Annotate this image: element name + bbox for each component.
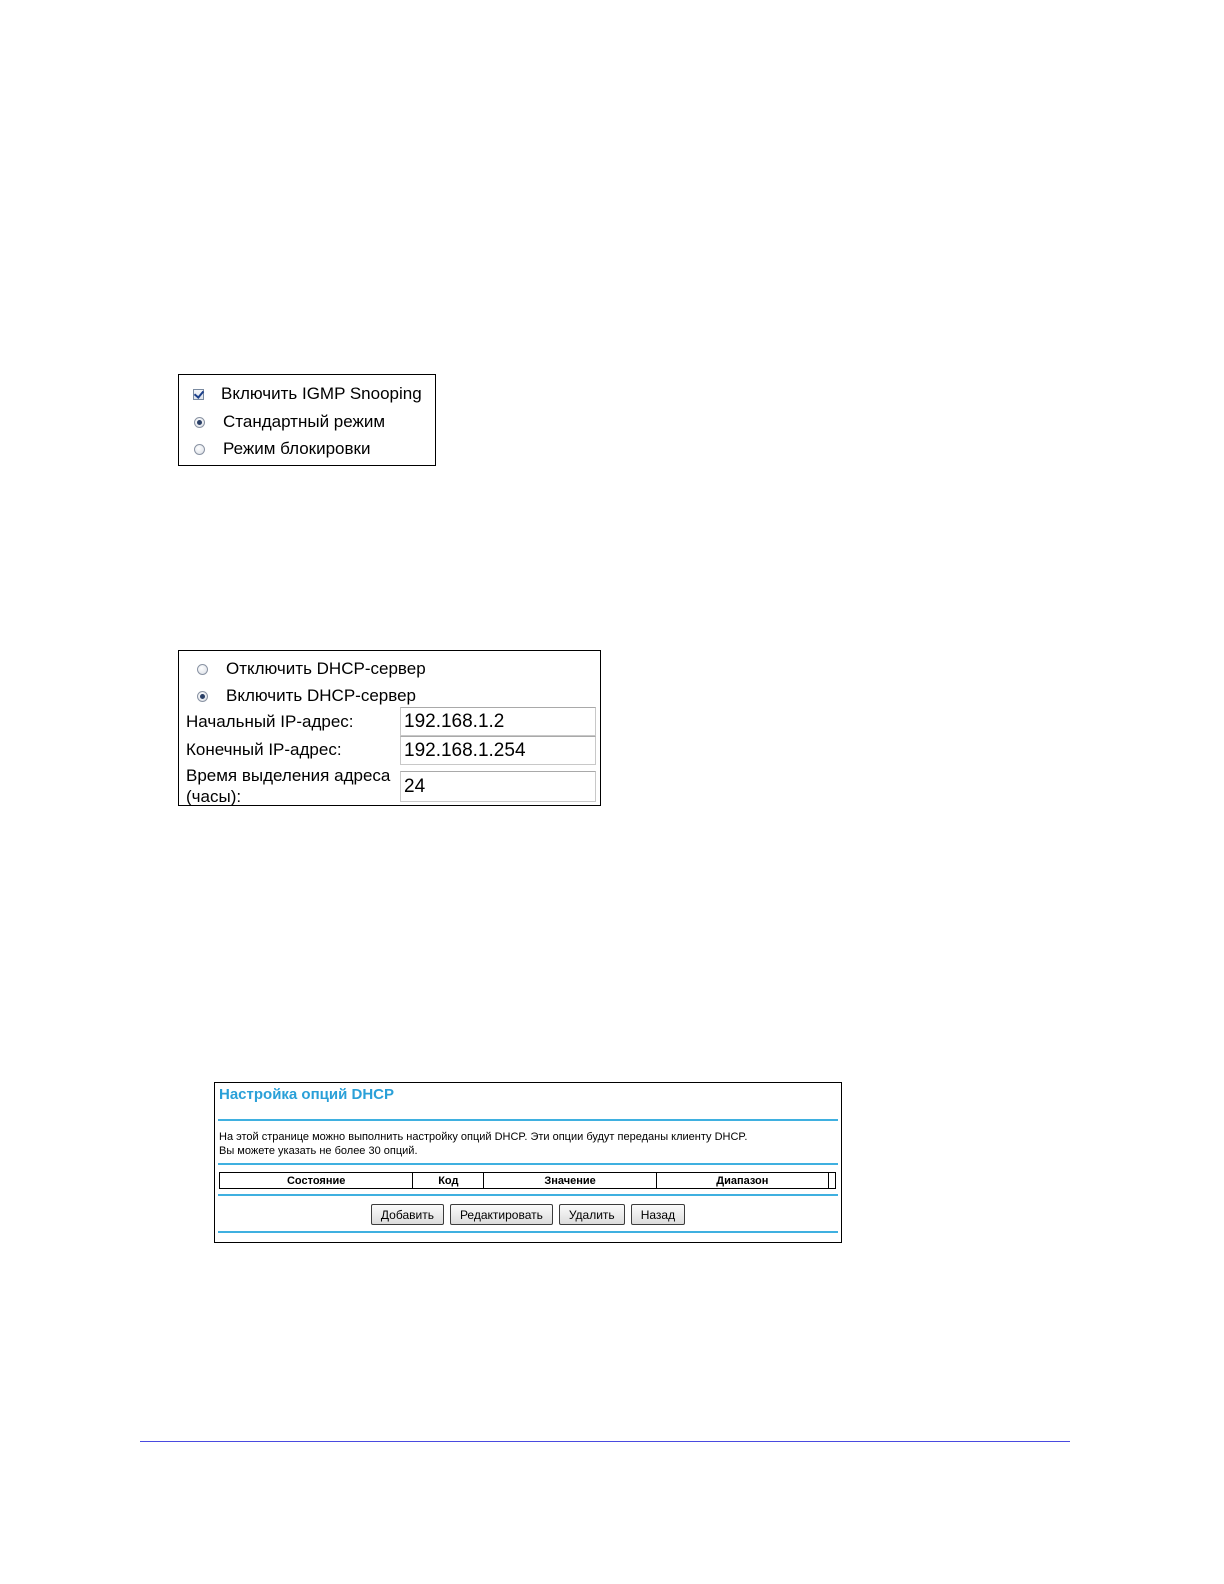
igmp-enable-label: Включить IGMP Snooping	[221, 384, 422, 403]
lease-time-input[interactable]	[400, 771, 596, 802]
add-button[interactable]: Добавить	[371, 1204, 444, 1225]
dhcp-enable-row[interactable]	[179, 683, 416, 709]
dhcp-disable-row[interactable]	[179, 656, 426, 682]
column-header-range: Диапазон	[656, 1173, 828, 1189]
buttons-divider	[218, 1231, 838, 1233]
dhcp-options-title: Настройка опций DHCP	[219, 1086, 394, 1103]
standard-mode-label: Стандартный режим	[223, 412, 386, 431]
dhcp-disable-radio[interactable]	[197, 664, 208, 675]
block-mode-label: Режим блокировки	[223, 439, 371, 458]
column-header-code: Код	[413, 1173, 484, 1189]
table-header-row	[220, 1173, 836, 1189]
dhcp-options-description-1: На этой странице можно выполнить настройку опций DHCP. Эти опции будут переданы клиенту DHCP.	[219, 1131, 748, 1143]
dhcp-options-table	[219, 1172, 836, 1189]
back-button[interactable]: Назад	[631, 1204, 685, 1225]
lease-time-label-line1: Время выделения адреса	[186, 766, 391, 785]
start-ip-input[interactable]	[400, 707, 596, 736]
title-divider	[218, 1119, 838, 1121]
end-ip-input[interactable]	[400, 736, 596, 765]
block-mode-row[interactable]	[179, 436, 370, 462]
dhcp-enable-radio[interactable]	[197, 691, 208, 702]
column-header-spacer	[828, 1173, 835, 1189]
igmp-enable-checkbox[interactable]	[193, 389, 204, 400]
end-ip-label: Конечный IP-адрес:	[186, 740, 342, 759]
block-mode-radio[interactable]	[194, 444, 205, 455]
igmp-enable-row[interactable]	[179, 381, 422, 407]
dhcp-enable-label: Включить DHCP-сервер	[226, 686, 416, 705]
action-buttons	[215, 1204, 841, 1225]
igmp-snooping-panel	[178, 374, 436, 466]
description-divider	[218, 1163, 838, 1165]
edit-button[interactable]: Редактировать	[450, 1204, 553, 1225]
page-footer-divider	[140, 1441, 1070, 1442]
standard-mode-radio[interactable]	[194, 417, 205, 428]
table-divider	[218, 1194, 838, 1196]
delete-button[interactable]: Удалить	[559, 1204, 625, 1225]
lease-time-label-line2: (часы):	[186, 787, 242, 806]
start-ip-label: Начальный IP-адрес:	[186, 712, 354, 731]
dhcp-options-panel	[214, 1082, 842, 1243]
standard-mode-row[interactable]	[179, 409, 385, 435]
dhcp-server-panel	[178, 650, 601, 806]
column-header-status: Состояние	[220, 1173, 413, 1189]
dhcp-disable-label: Отключить DHCP-сервер	[226, 659, 426, 678]
dhcp-options-description-2: Вы можете указать не более 30 опций.	[219, 1145, 418, 1157]
column-header-value: Значение	[484, 1173, 656, 1189]
